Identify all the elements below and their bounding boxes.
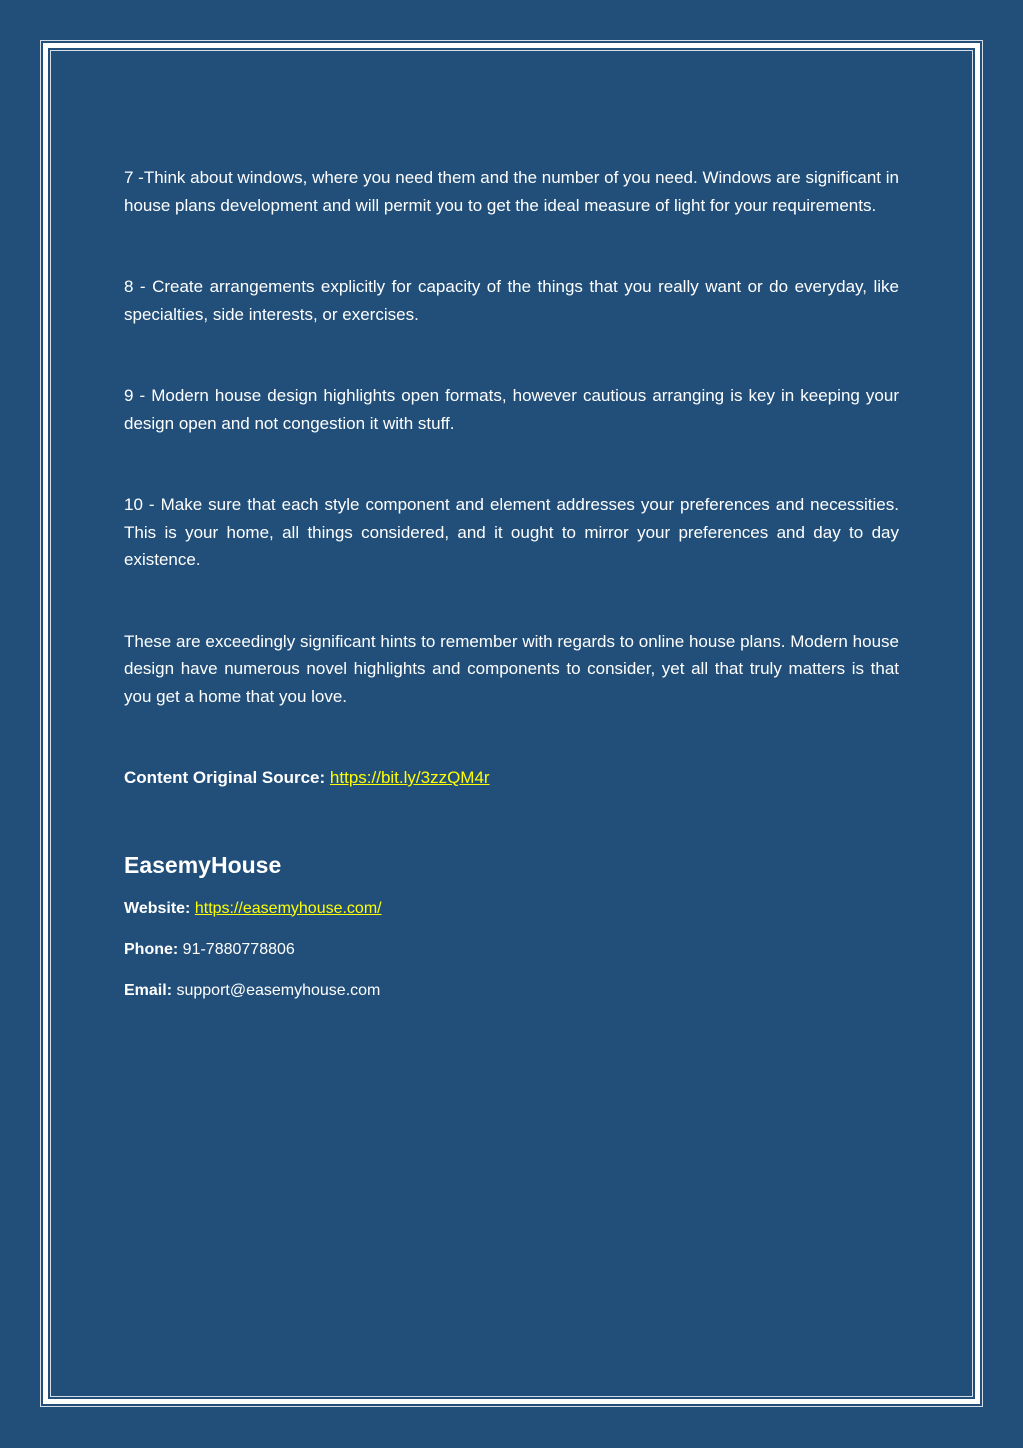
source-label: Content Original Source:: [124, 768, 326, 787]
website-link[interactable]: https://easemyhouse.com/: [194, 899, 382, 917]
company-name: EasemyHouse: [124, 851, 282, 878]
paragraph-tip-7: 7 -Think about windows, where you need them and the number of you need. Windows are significant in house plans development and will permit you to get the ideal measure of light for your requirements.: [124, 168, 899, 215]
document-body: [124, 164, 899, 1021]
email-label: Email:: [124, 981, 173, 999]
paragraph-tip-10: 10 - Make sure that each style component and element addresses your preferences and necessities. This is your home, all things considered, and it ought to mirror your preferences and day to day existence.: [124, 495, 899, 569]
source-line: [124, 764, 899, 792]
paragraph-closing: These are exceedingly significant hints to remember with regards to online house plans. Modern house design have numerous novel highlights and components to consider, yet all that truly matters is that you get a home that you love.: [124, 631, 899, 706]
paragraph-tip-8: 8 - Create arrangements explicitly for capacity of the things that you really want or do everyday, like specialties, side interests, or exercises.: [124, 277, 899, 324]
paragraph-tip-9: 9 - Modern house design highlights open formats, however cautious arranging is key in keeping your design open and not congestion it with stuff.: [124, 386, 899, 433]
website-label: Website:: [124, 899, 191, 917]
email-value: support@easemyhouse.com: [176, 981, 381, 999]
website-line: [124, 898, 899, 920]
email-line: [124, 980, 899, 1002]
source-link[interactable]: https://bit.ly/3zzQM4r: [329, 768, 490, 787]
phone-label: Phone:: [124, 940, 179, 958]
phone-line: [124, 939, 899, 961]
phone-value: 91-7880778806: [182, 940, 295, 958]
